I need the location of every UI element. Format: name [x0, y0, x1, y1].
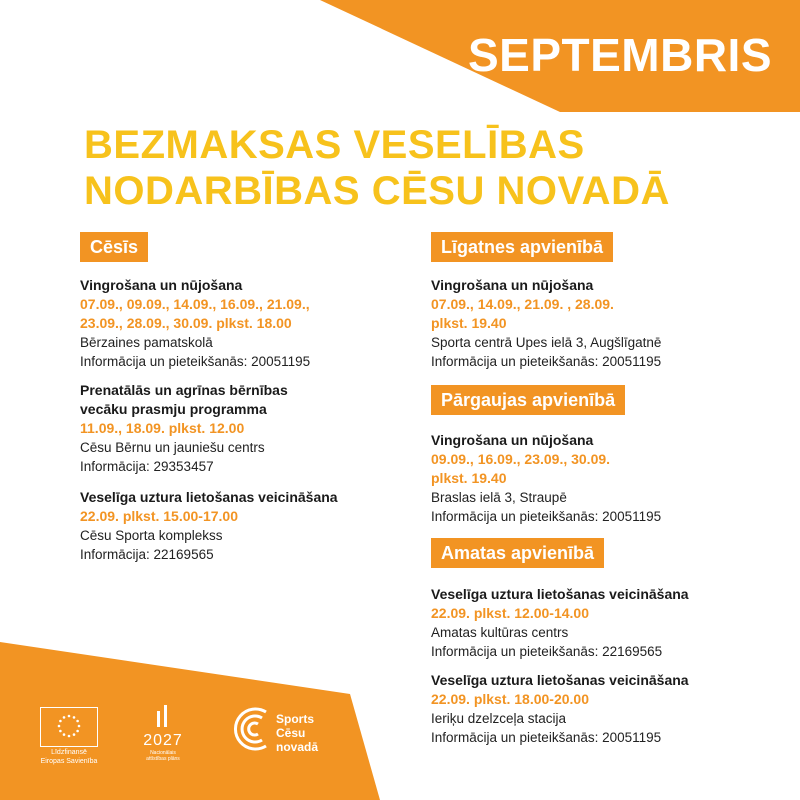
- section-badge-amata: Amatas apvienībā: [431, 538, 604, 568]
- eu-caption: [30, 748, 108, 766]
- event-info: Informācija un pieteikšanās: 22169565: [431, 644, 663, 659]
- event-name: Veselīga uztura lietošanas veicināšana: [431, 586, 689, 602]
- plan-bars-icon: [153, 705, 173, 727]
- event-name: vecāku prasmju programma: [80, 401, 267, 417]
- plan-caption-1: Nacionālais: [150, 750, 176, 756]
- event-name: Veselīga uztura lietošanas veicināšana: [80, 489, 338, 505]
- event-place: Cēsu Bērnu un jauniešu centrs: [80, 440, 265, 455]
- sports-text-line-3: novadā: [276, 740, 319, 754]
- sports-c-logo-icon: [226, 706, 272, 752]
- page-title: [84, 122, 670, 214]
- event-name: Vingrošana un nūjošana: [431, 432, 594, 448]
- event-place: Ieriķu dzelzceļa stacija: [431, 711, 567, 726]
- title-line-2: NODARBĪBAS CĒSU NOVADĀ: [84, 169, 670, 213]
- event-date: 23.09., 28.09., 30.09. plkst. 18.00: [80, 315, 292, 331]
- event-cesis-1: [80, 276, 310, 371]
- event-amata-2: [431, 671, 689, 747]
- eu-stars-icon: [41, 708, 97, 746]
- event-info: Informācija un pieteikšanās: 20051195: [80, 354, 311, 369]
- event-pargauja-1: [431, 431, 661, 526]
- event-info: Informācija un pieteikšanās: 20051195: [431, 509, 662, 524]
- event-name: Vingrošana un nūjošana: [431, 277, 594, 293]
- title-line-1: BEZMAKSAS VESELĪBAS: [84, 123, 585, 167]
- event-date: 07.09., 14.09., 21.09. , 28.09.: [431, 296, 614, 312]
- event-info: Informācija: 29353457: [80, 459, 214, 474]
- event-date: 22.09. plkst. 15.00-17.00: [80, 508, 238, 524]
- event-amata-1: [431, 585, 689, 661]
- event-date: 22.09. plkst. 12.00-14.00: [431, 605, 589, 621]
- event-cesis-2: [80, 381, 288, 476]
- event-info: Informācija un pieteikšanās: 20051195: [431, 730, 662, 745]
- event-date: plkst. 19.40: [431, 315, 507, 331]
- sports-logo-text: [276, 712, 318, 754]
- eu-caption-line-1: Līdzfinansē: [51, 749, 87, 756]
- sports-text-line-2: Cēsu: [276, 726, 306, 740]
- sports-text-line-1: Sports: [276, 712, 315, 726]
- month-heading: SEPTEMBRIS: [467, 29, 772, 81]
- eu-flag-logo: [40, 707, 98, 747]
- event-ligatne-1: [431, 276, 661, 371]
- event-date: 09.09., 16.09., 23.09., 30.09.: [431, 451, 611, 467]
- event-place: Bērzaines pamatskolā: [80, 335, 213, 350]
- section-badge-ligatne: Līgatnes apvienībā: [431, 232, 613, 262]
- event-date: 11.09., 18.09. plkst. 12.00: [80, 420, 245, 436]
- section-badge-cesis: Cēsīs: [80, 232, 148, 262]
- plan-year: 2027: [143, 732, 183, 749]
- event-place: Braslas ielā 3, Straupē: [431, 490, 567, 505]
- event-place: Sporta centrā Upes ielā 3, Augšlīgatnē: [431, 335, 662, 350]
- plan-caption-2: attīstības plāns: [146, 756, 180, 762]
- event-place: Amatas kultūras centrs: [431, 625, 569, 640]
- event-name: Veselīga uztura lietošanas veicināšana: [431, 672, 689, 688]
- event-date: plkst. 19.40: [431, 470, 507, 486]
- event-place: Cēsu Sporta komplekss: [80, 528, 223, 543]
- event-date: 07.09., 09.09., 14.09., 16.09., 21.09.,: [80, 296, 310, 312]
- event-info: Informācija: 22169565: [80, 547, 214, 562]
- event-info: Informācija un pieteikšanās: 20051195: [431, 354, 662, 369]
- section-badge-pargauja: Pārgaujas apvienībā: [431, 385, 625, 415]
- event-cesis-3: [80, 488, 338, 564]
- eu-caption-line-2: Eiropas Savienība: [40, 758, 98, 765]
- national-plan-logo: [138, 705, 188, 762]
- event-date: 22.09. plkst. 18.00-20.00: [431, 691, 589, 707]
- event-name: Vingrošana un nūjošana: [80, 277, 243, 293]
- event-name: Prenatālās un agrīnas bērnības: [80, 382, 288, 398]
